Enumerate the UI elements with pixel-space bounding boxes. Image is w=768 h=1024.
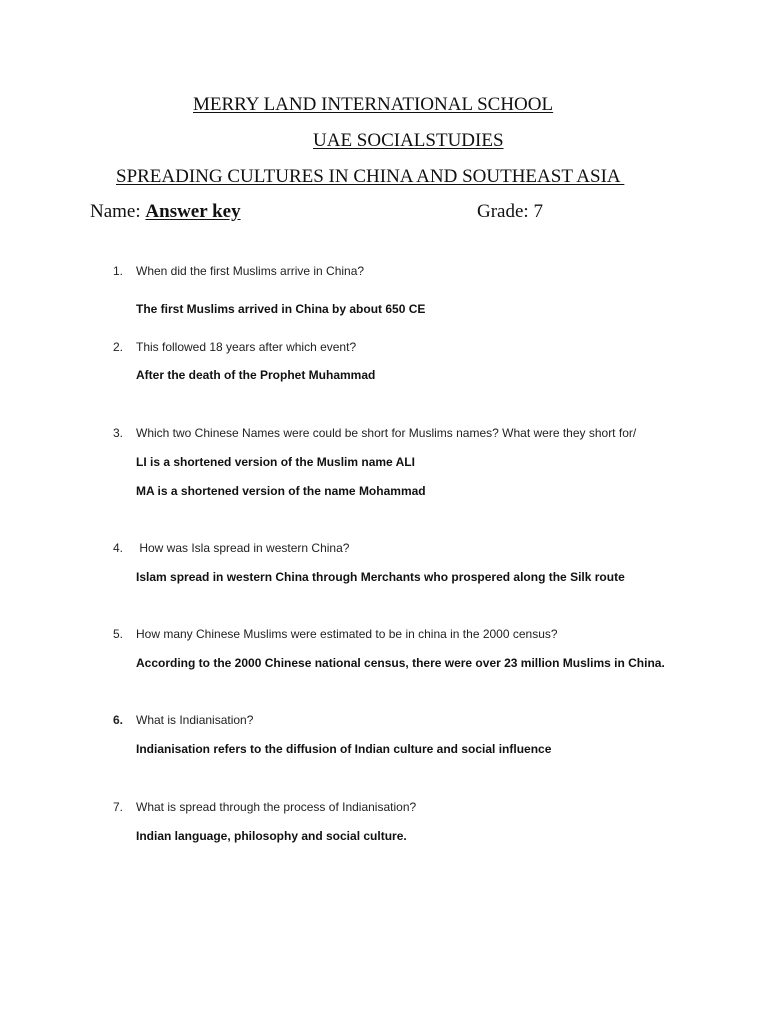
question-number: 5. (113, 627, 124, 641)
question-text: How many Chinese Muslims were estimated to be in china in the 2000 census? (136, 627, 558, 641)
answer-text: MA is a shortened version of the name Mohammad (136, 484, 426, 498)
question-text: What is spread through the process of Indianisation? (136, 800, 417, 814)
grade-field: Grade: 7 (477, 201, 543, 222)
question-text: When did the first Muslims arrive in China? (136, 264, 365, 278)
question-number: 6. (113, 713, 124, 727)
name-field (90, 201, 241, 223)
question-number: 7. (113, 800, 124, 814)
answer-text: LI is a shortened version of the Muslim name ALI (136, 455, 415, 469)
subject-title: UAE SOCIALSTUDIES (313, 130, 504, 151)
question-number: 2. (113, 340, 124, 354)
question-number: 4. (113, 541, 124, 555)
school-name: MERRY LAND INTERNATIONAL SCHOOL (193, 94, 554, 115)
question-number: 3. (113, 426, 124, 440)
answer-text: The first Muslims arrived in China by about 650 CE (136, 302, 426, 316)
answer-text: After the death of the Prophet Muhammad (136, 368, 376, 382)
name-label: Name: (90, 201, 146, 222)
topic-title: SPREADING CULTURES IN CHINA AND SOUTHEAST ASIA (116, 166, 625, 187)
question-text: What is Indianisation? (136, 713, 254, 727)
question-text: Which two Chinese Names were could be short for Muslims names? What were they short for/ (136, 426, 637, 440)
answer-text: According to the 2000 Chinese national census, there were over 23 million Muslims in China. (136, 656, 665, 670)
answer-text: Islam spread in western China through Merchants who prospered along the Silk route (136, 570, 625, 584)
name-value: Answer key (145, 201, 241, 222)
question-text: How was Isla spread in western China? (136, 541, 350, 555)
answer-text: Indianisation refers to the diffusion of Indian culture and social influence (136, 742, 552, 756)
question-text: This followed 18 years after which event? (136, 340, 357, 354)
question-number: 1. (113, 264, 124, 278)
answer-text: Indian language, philosophy and social culture. (136, 829, 407, 843)
